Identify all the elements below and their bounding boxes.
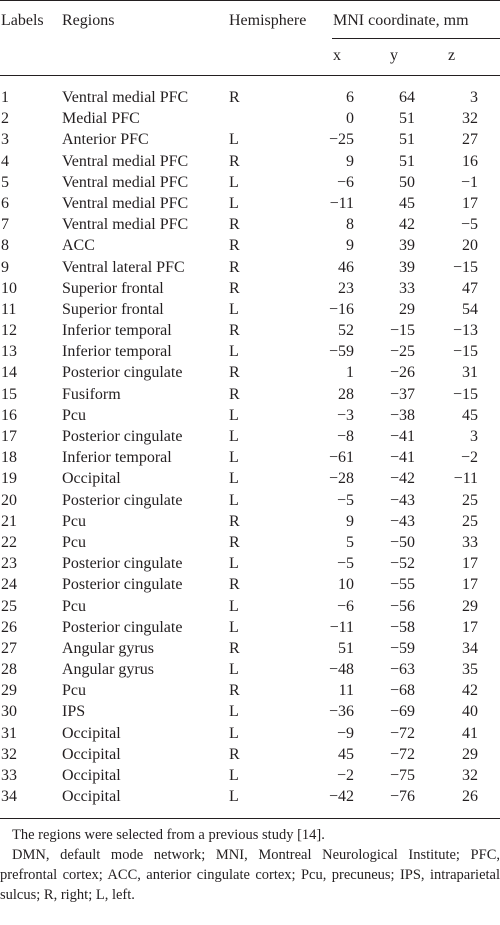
table-row (0, 765, 500, 786)
row-hemisphere: R (229, 216, 240, 234)
row-label: 19 (1, 470, 17, 488)
table-row (0, 490, 500, 511)
table-row (0, 744, 500, 765)
row-y: 33 (399, 279, 415, 297)
row-label: 28 (1, 661, 17, 679)
table-row (0, 638, 500, 659)
row-y: −55 (389, 576, 415, 594)
row-z: 20 (462, 237, 478, 255)
row-region: Pcu (62, 512, 86, 530)
row-x: 9 (346, 152, 354, 170)
row-x: −36 (328, 703, 354, 721)
table-row (0, 362, 500, 383)
row-label: 15 (1, 385, 17, 403)
row-label: 3 (1, 131, 9, 149)
row-hemisphere: R (229, 89, 240, 106)
row-label: 17 (1, 428, 17, 445)
table-row (0, 511, 500, 532)
row-label: 8 (1, 237, 9, 255)
table-row (0, 151, 500, 172)
row-y: −52 (389, 555, 415, 573)
row-label: 23 (1, 555, 17, 573)
row-region: IPS (62, 703, 86, 721)
row-y: −72 (389, 745, 415, 763)
row-z: 41 (462, 724, 478, 742)
row-hemisphere: R (229, 279, 240, 297)
row-x: −61 (328, 449, 354, 467)
row-region: Pcu (62, 533, 86, 551)
row-y: 51 (399, 131, 415, 149)
table-row (0, 426, 500, 447)
table-row (0, 341, 500, 362)
row-z: −13 (452, 322, 478, 340)
table-row (0, 532, 500, 553)
row-label: 30 (1, 703, 17, 721)
row-label: 4 (1, 152, 9, 170)
row-label: 10 (1, 279, 17, 297)
row-y: 64 (399, 89, 415, 106)
table-bottom-rule (0, 818, 500, 819)
row-x: 1 (346, 364, 354, 382)
row-label: 33 (1, 767, 17, 784)
row-x: −2 (336, 767, 354, 784)
row-label: 5 (1, 173, 9, 191)
row-z: 35 (462, 661, 478, 679)
row-label: 20 (1, 491, 17, 509)
row-region: Posterior cingulate (62, 428, 183, 445)
row-region: Posterior cingulate (62, 576, 183, 594)
row-hemisphere: R (229, 682, 240, 700)
row-x: −48 (328, 661, 354, 679)
row-hemisphere: R (229, 258, 240, 276)
source-note: The regions were selected from a previous study [14]. (12, 827, 325, 843)
table-row (0, 257, 500, 278)
row-y: −43 (389, 512, 415, 530)
row-x: 51 (338, 639, 354, 657)
row-hemisphere: L (229, 597, 239, 615)
row-x: −28 (328, 470, 354, 488)
row-region: ACC (62, 237, 95, 255)
header-mni-coordinate: MNI coordinate, mm (333, 12, 469, 29)
table-row (0, 108, 500, 129)
row-z: −15 (452, 258, 478, 276)
row-region: Occipital (62, 767, 121, 784)
row-z: 3 (470, 89, 478, 106)
row-label: 31 (1, 724, 17, 742)
row-y: −50 (389, 533, 415, 551)
row-y: −37 (389, 385, 415, 403)
row-label: 27 (1, 639, 17, 657)
row-hemisphere: L (229, 131, 239, 149)
row-region: Fusiform (62, 385, 121, 403)
row-x: 8 (346, 216, 354, 234)
row-x: 45 (338, 745, 354, 763)
row-y: −76 (389, 788, 415, 806)
row-x: 11 (338, 682, 354, 700)
row-hemisphere: L (229, 618, 239, 636)
row-x: 9 (346, 512, 354, 530)
row-region: Superior frontal (62, 279, 164, 297)
row-region: Angular gyrus (62, 661, 154, 679)
row-y: −26 (389, 364, 415, 382)
row-region: Medial PFC (62, 110, 140, 128)
row-label: 18 (1, 449, 17, 467)
table-row (0, 214, 500, 235)
row-x: 6 (346, 89, 354, 106)
header-regions: Regions (62, 12, 115, 29)
row-y: −41 (389, 449, 415, 467)
row-label: 6 (1, 194, 9, 212)
row-x: 52 (338, 322, 354, 340)
row-z: 3 (470, 428, 478, 445)
row-x: −25 (328, 131, 354, 149)
row-region: Posterior cingulate (62, 491, 183, 509)
row-z: −11 (453, 470, 478, 488)
row-hemisphere: R (229, 576, 240, 594)
row-hemisphere: R (229, 639, 240, 657)
row-region: Ventral medial PFC (62, 89, 189, 106)
row-region: Ventral medial PFC (62, 152, 189, 170)
table-header-rule (0, 75, 500, 76)
row-hemisphere: R (229, 745, 240, 763)
row-z: 27 (462, 131, 478, 149)
row-z: −15 (452, 343, 478, 361)
table-row (0, 193, 500, 214)
row-x: −11 (329, 618, 354, 636)
table-row (0, 320, 500, 341)
row-hemisphere: R (229, 152, 240, 170)
row-z: 45 (462, 406, 478, 424)
table-row (0, 553, 500, 574)
row-region: Pcu (62, 682, 86, 700)
table-row (0, 278, 500, 299)
row-hemisphere: L (229, 194, 239, 212)
row-hemisphere: L (229, 470, 239, 488)
row-region: Occipital (62, 724, 121, 742)
row-hemisphere: R (229, 364, 240, 382)
row-hemisphere: L (229, 173, 239, 191)
row-hemisphere: L (229, 491, 239, 509)
row-z: 17 (462, 555, 478, 573)
row-z: −1 (460, 173, 478, 191)
row-region: Ventral lateral PFC (62, 258, 185, 276)
row-hemisphere: L (229, 449, 239, 467)
row-z: 26 (462, 788, 478, 806)
row-region: Occipital (62, 470, 121, 488)
row-x: 5 (346, 533, 354, 551)
row-hemisphere: L (229, 767, 239, 784)
table-row (0, 723, 500, 744)
mni-subheader-rule (332, 38, 500, 39)
row-region: Posterior cingulate (62, 364, 183, 382)
row-z: 54 (462, 300, 478, 318)
row-z: 31 (462, 364, 478, 382)
row-label: 32 (1, 745, 17, 763)
row-region: Occipital (62, 745, 121, 763)
row-x: −59 (328, 343, 354, 361)
row-region: Pcu (62, 406, 86, 424)
row-label: 21 (1, 512, 17, 530)
table-row (0, 701, 500, 722)
row-label: 2 (1, 110, 9, 128)
header-labels: Labels (1, 12, 44, 29)
row-region: Superior frontal (62, 300, 164, 318)
row-hemisphere: L (229, 300, 239, 318)
row-hemisphere: R (229, 533, 240, 551)
row-hemisphere: L (229, 343, 239, 361)
row-y: −68 (389, 682, 415, 700)
row-hemisphere: L (229, 406, 239, 424)
table-row (0, 659, 500, 680)
row-y: −69 (389, 703, 415, 721)
table-body (0, 87, 500, 807)
row-label: 26 (1, 618, 17, 636)
row-y: 29 (399, 300, 415, 318)
row-z: 32 (462, 767, 478, 784)
row-x: 10 (338, 576, 354, 594)
row-region: Anterior PFC (62, 131, 149, 149)
row-y: −41 (389, 428, 415, 445)
row-z: 29 (462, 745, 478, 763)
row-z: 17 (462, 618, 478, 636)
row-label: 12 (1, 322, 17, 340)
row-y: −63 (389, 661, 415, 679)
row-region: Inferior temporal (62, 449, 172, 467)
row-y: −56 (389, 597, 415, 615)
table-row (0, 405, 500, 426)
row-x: −6 (336, 597, 354, 615)
row-x: −8 (336, 428, 354, 445)
table-row (0, 574, 500, 595)
table-notes (0, 825, 500, 905)
row-hemisphere: R (229, 322, 240, 340)
row-y: 50 (399, 173, 415, 191)
row-y: 51 (399, 152, 415, 170)
row-hemisphere: L (229, 428, 239, 445)
row-x: −5 (336, 555, 354, 573)
row-y: −59 (389, 639, 415, 657)
row-region: Posterior cingulate (62, 555, 183, 573)
row-region: Occipital (62, 788, 121, 806)
table-row (0, 596, 500, 617)
table-top-rule (0, 0, 500, 1)
row-x: −11 (329, 194, 354, 212)
row-z: 17 (462, 194, 478, 212)
table-row (0, 468, 500, 489)
row-y: −72 (389, 724, 415, 742)
row-hemisphere: L (229, 724, 239, 742)
row-label: 16 (1, 406, 17, 424)
header-y: y (390, 47, 398, 64)
row-y: 39 (399, 237, 415, 255)
table-row (0, 87, 500, 108)
row-z: 17 (462, 576, 478, 594)
table-row (0, 680, 500, 701)
row-y: 39 (399, 258, 415, 276)
table-row (0, 447, 500, 468)
table-row (0, 786, 500, 807)
row-region: Ventral medial PFC (62, 194, 189, 212)
row-y: −15 (389, 322, 415, 340)
table-row (0, 617, 500, 638)
row-x: 0 (346, 110, 354, 128)
row-z: −2 (460, 449, 478, 467)
table-row (0, 299, 500, 320)
row-x: 28 (338, 385, 354, 403)
row-label: 9 (1, 258, 9, 276)
row-y: −43 (389, 491, 415, 509)
row-y: −25 (389, 343, 415, 361)
row-z: 42 (462, 682, 478, 700)
table-row (0, 129, 500, 150)
row-x: 23 (338, 279, 354, 297)
row-region: Inferior temporal (62, 322, 172, 340)
row-y: −42 (389, 470, 415, 488)
row-z: 32 (462, 110, 478, 128)
row-label: 1 (1, 89, 9, 106)
row-label: 24 (1, 576, 17, 594)
row-x: 9 (346, 237, 354, 255)
row-label: 22 (1, 533, 17, 551)
table-row (0, 235, 500, 256)
table-row (0, 172, 500, 193)
row-x: −5 (336, 491, 354, 509)
row-z: −15 (452, 385, 478, 403)
header-x: x (333, 47, 341, 64)
row-y: 45 (399, 194, 415, 212)
row-hemisphere: L (229, 703, 239, 721)
row-region: Inferior temporal (62, 343, 172, 361)
row-z: 40 (462, 703, 478, 721)
header-z: z (448, 47, 456, 64)
row-label: 34 (1, 788, 17, 806)
row-x: −3 (336, 406, 354, 424)
row-label: 29 (1, 682, 17, 700)
row-y: 51 (399, 110, 415, 128)
row-region: Ventral medial PFC (62, 216, 189, 234)
row-x: −9 (336, 724, 354, 742)
row-hemisphere: L (229, 661, 239, 679)
row-hemisphere: L (229, 555, 239, 573)
row-x: −42 (328, 788, 354, 806)
row-label: 13 (1, 343, 17, 361)
row-z: 25 (462, 512, 478, 530)
row-x: −6 (336, 173, 354, 191)
row-region: Angular gyrus (62, 639, 154, 657)
row-hemisphere: L (229, 788, 239, 806)
row-z: 34 (462, 639, 478, 657)
row-region: Posterior cingulate (62, 618, 183, 636)
row-x: 46 (338, 258, 354, 276)
row-hemisphere: R (229, 385, 240, 403)
row-z: 16 (462, 152, 478, 170)
row-label: 7 (1, 216, 9, 234)
abbreviations-note: DMN, default mode network; MNI, Montreal Neurological Institute; PFC, prefrontal cortex; ACC, anterior cingulate cortex; Pcu, precuneus; IPS, intraparietal sulcus; R, right; L, left. (0, 847, 500, 903)
row-x: −16 (328, 300, 354, 318)
row-z: 25 (462, 491, 478, 509)
row-label: 14 (1, 364, 17, 382)
row-y: −58 (389, 618, 415, 636)
header-hemisphere: Hemisphere (229, 12, 307, 29)
row-hemisphere: R (229, 237, 240, 255)
row-z: −5 (460, 216, 478, 234)
row-z: 47 (462, 279, 478, 297)
row-z: 29 (462, 597, 478, 615)
row-y: 42 (399, 216, 415, 234)
row-label: 11 (1, 300, 17, 318)
row-y: −38 (389, 406, 415, 424)
table-row (0, 384, 500, 405)
row-hemisphere: R (229, 512, 240, 530)
row-z: 33 (462, 533, 478, 551)
row-label: 25 (1, 597, 17, 615)
row-region: Ventral medial PFC (62, 173, 189, 191)
row-y: −75 (389, 767, 415, 784)
row-region: Pcu (62, 597, 86, 615)
